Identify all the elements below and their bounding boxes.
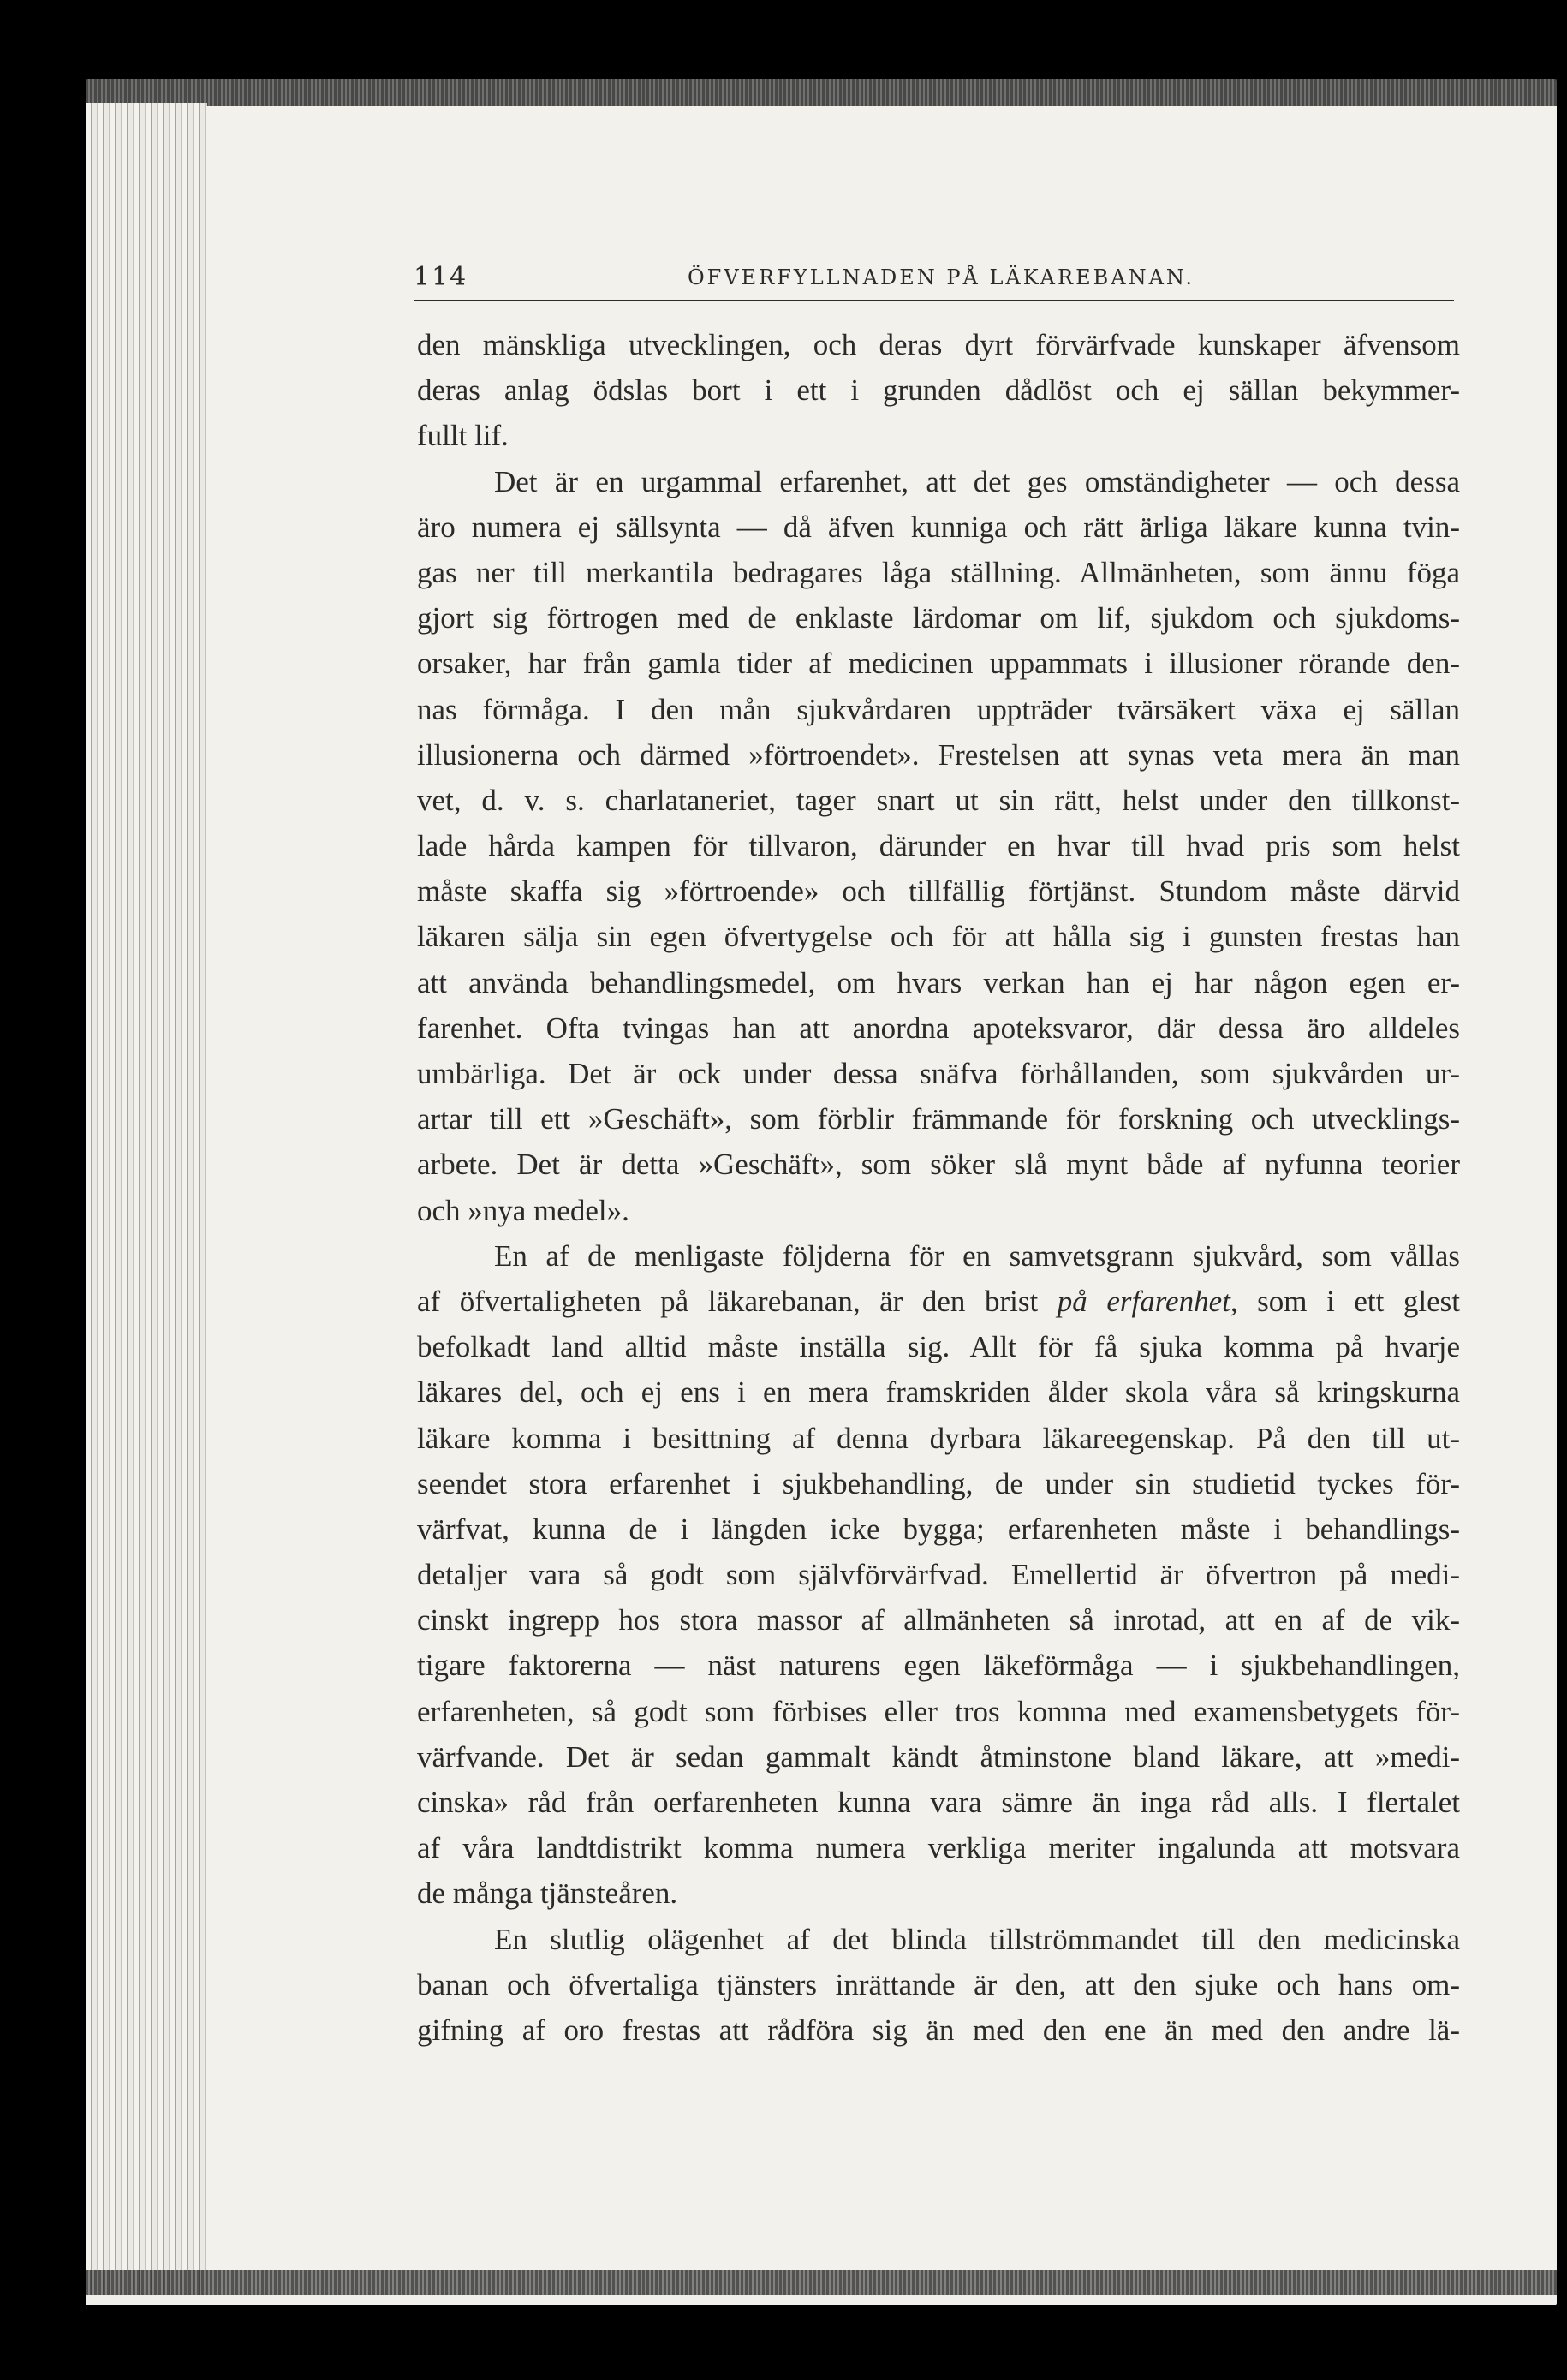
text-line: att använda behandlingsmedel, om hvars verkan han ej har någon egen er-: [417, 965, 1460, 999]
text-line: detaljer vara så godt som självförvärfvad. Emellertid är öfvertron på medi-: [417, 1558, 1460, 1592]
text-line: umbärliga. Det är ock under dessa snäfva förhållanden, som sjukvården ur-: [417, 1057, 1460, 1090]
text-line: gjort sig förtrogen med de enklaste lärdomar om lif, sjukdom och sjukdoms-: [417, 601, 1460, 635]
text-line: af våra landtdistrikt komma numera verkliga meriter ingalunda att motsvara: [417, 1831, 1460, 1865]
text-line: arbete. Det är detta »Geschäft», som söker slå mynt både af nyfunna teorier: [417, 1148, 1460, 1182]
text-line: värfvande. Det är sedan gammalt kändt åtminstone bland läkare, att »medi-: [417, 1739, 1460, 1774]
text-line: den mänskliga utvecklingen, och deras dyrt förvärfvade kunskaper äfvensom: [417, 328, 1460, 361]
text-line: banan och öfvertaliga tjänsters inrättande är den, att den sjuke och hans om-: [417, 1967, 1460, 2001]
text-line: fullt lif.: [417, 419, 509, 453]
text-line: läkare komma i besittning af denna dyrbara läkareegenskap. På den till ut-: [417, 1421, 1460, 1455]
stacked-page-edges: [86, 103, 207, 2295]
text-segment: som i ett glest: [1237, 1284, 1461, 1318]
text-line: gas ner till merkantila bedragares låga ställning. Allmänheten, som ännu föga: [417, 555, 1460, 589]
text-line: En slutlig olägenhet af det blinda tillströmmandet till den medicinska: [494, 1922, 1460, 1956]
running-title: ÖFVERFYLLNADEN PÅ LÄKAREBANAN.: [688, 265, 1195, 289]
text-line: läkares del, och ej ens i en mera framskriden ålder skola våra så kringskurna: [417, 1375, 1460, 1410]
text-line: seendet stora erfarenhet i sjukbehandling, de under sin studietid tyckes för-: [417, 1466, 1460, 1500]
text-line: illusionerna och därmed »förtroendet». Frestelsen att synas veta mera än man: [417, 737, 1460, 772]
body-text: [417, 322, 1460, 2053]
text-line: äro numera ej sällsynta — då äfven kunniga och rätt ärliga läkare kunna tvin-: [417, 510, 1460, 544]
text-line: erfarenheten, så godt som förbises eller tros komma med examensbetygets för-: [417, 1694, 1460, 1728]
italic-phrase: på erfarenhet,: [1057, 1284, 1238, 1318]
text-line: cinskt ingrepp hos stora massor af allmänheten så inrotad, att en af de vik-: [417, 1603, 1460, 1637]
bottom-edge-strip: [86, 2270, 1557, 2295]
text-line: befolkadt land alltid måste inställa sig. Allt för få sjuka komma på hvarje: [417, 1330, 1460, 1364]
text-line: tigare faktorerna — näst naturens egen läkeförmåga — i sjukbehandlingen,: [417, 1649, 1460, 1683]
text-line: orsaker, har från gamla tider af medicinen uppammats i illusioner rörande den-: [417, 647, 1460, 681]
text-segment: af öfvertaligheten på läkarebanan, är den brist: [417, 1284, 1058, 1318]
text-line: deras anlag ödslas bort i ett i grunden dådlöst och ej sällan bekymmer-: [417, 373, 1460, 408]
text-line: värfvat, kunna de i längden icke bygga; erfarenheten måste i behandlings-: [417, 1512, 1460, 1546]
text-line: de många tjänsteåren.: [417, 1876, 678, 1911]
text-line: cinska» råd från oerfarenheten kunna vara sämre än inga råd alls. I flertalet: [417, 1786, 1460, 1819]
text-line: gifning af oro frestas att rådföra sig än med den ene än med den andre lä-: [417, 2013, 1460, 2047]
text-line: måste skaffa sig »förtroende» och tillfällig förtjänst. Stundom måste därvid: [417, 874, 1460, 909]
text-line: artar till ett »Geschäft», som förblir främmande för forskning och utvecklings-: [417, 1102, 1460, 1136]
text-line: och »nya medel».: [417, 1193, 629, 1227]
top-edge-strip: [86, 79, 1557, 106]
text-line: vet, d. v. s. charlataneriet, tager snart ut sin rätt, helst under den tillkonst-: [417, 783, 1460, 817]
page-number: 114: [414, 262, 468, 292]
text-line: Det är en urgammal erfarenhet, att det ges omständigheter — och dessa: [494, 464, 1460, 498]
text-line: läkaren sälja sin egen öfvertygelse och för att hålla sig i gunsten frestas han: [417, 920, 1460, 954]
text-line: farenhet. Ofta tvingas han att anordna apoteksvaror, där dessa äro alldeles: [417, 1011, 1460, 1045]
text-line: lade hårda kampen för tillvaron, därunder en hvar till hvad pris som helst: [417, 829, 1460, 863]
running-header: [414, 259, 1454, 301]
text-line: [417, 1279, 1460, 1324]
text-line: En af de menligaste följderna för en samvetsgrann sjukvård, som vållas: [494, 1238, 1460, 1273]
text-line: nas förmåga. I den mån sjukvårdaren uppträder tvärsäkert växa ej sällan: [417, 692, 1460, 726]
